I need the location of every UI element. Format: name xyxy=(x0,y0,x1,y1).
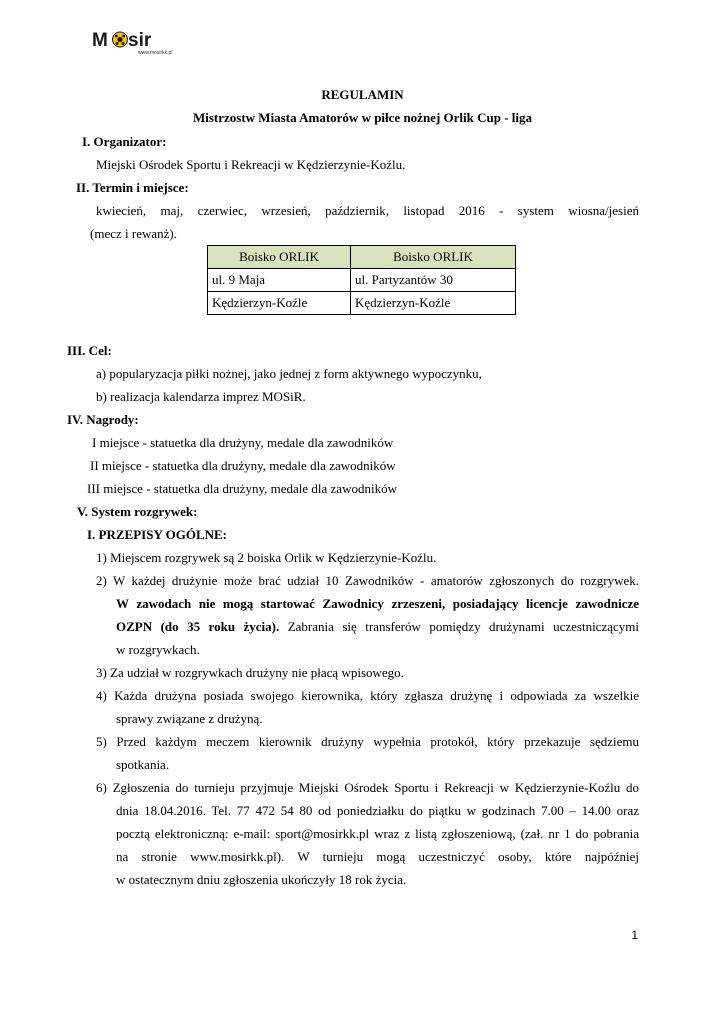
date-line: kwiecień, maj, czerwiec, wrzesień, październik, listopad 2016 - system wiosna/jesień xyxy=(96,203,639,218)
section-system-heading: V. System rozgrywek: xyxy=(77,504,198,519)
rule-6-line-5: w ostatecznym dniu zgłoszenia ukończyły 18 rok życia. xyxy=(116,872,407,887)
logo-url: www.mosirkk.pl xyxy=(138,50,173,56)
rule-6-line-3: pocztą elektroniczną: e-mail: sport@mosirkk.pl wraz z listą zgłoszeniową, (zał. nr 1 do pobrania xyxy=(116,826,639,841)
venue-header-2: Boisko ORLIK xyxy=(351,246,516,269)
rule-2-line-4: w rozgrywkach. xyxy=(116,642,200,657)
section-prizes-heading: IV. Nagrody: xyxy=(67,412,139,427)
prize-1: I miejsce - statuetka dla drużyny, medale dla zawodników xyxy=(92,435,394,450)
mosir-logo xyxy=(92,26,188,56)
table-row xyxy=(208,292,516,315)
venue-cell: ul. 9 Maja xyxy=(208,269,351,292)
venue-cell: Kędzierzyn-Koźle xyxy=(208,292,351,315)
rule-4-line-2: sprawy związane z drużyną. xyxy=(116,711,263,726)
mosir-logo-graphic xyxy=(92,26,188,56)
venue-cell: ul. Partyzantów 30 xyxy=(351,269,516,292)
rule-2-line-2: W zawodach nie mogą startować Zawodnicy zrzeszeni, posiadający licencje zawodnicze xyxy=(116,596,639,611)
section-organizer-heading: I. Organizator: xyxy=(82,134,167,149)
page-number: 1 xyxy=(631,928,638,942)
venue-table xyxy=(207,245,516,315)
goal-item-b: b) realizacja kalendarza imprez MOSiR. xyxy=(96,389,306,404)
section-date-place-heading: II. Termin i miejsce: xyxy=(76,180,189,195)
date-line-2: (mecz i rewanż). xyxy=(90,226,177,241)
logo-letters-sir: sir xyxy=(128,30,152,51)
rule-5-line-1: 5) Przed każdym meczem kierownik drużyny wypełnia protokół, który przekazuje sędziemu xyxy=(96,734,639,749)
rule-3: 3) Za udział w rozgrywkach drużyny nie płacą wpisowego. xyxy=(96,665,404,680)
rule-2-line-3 xyxy=(116,619,639,635)
rule-2-rest: Zabrania się transferów pomiędzy drużynami uczestniczącymi xyxy=(279,619,639,634)
rule-1: 1) Miejscem rozgrywek są 2 boiska Orlik w Kędzierzynie-Koźlu. xyxy=(96,550,437,565)
rule-5-line-2: spotkania. xyxy=(116,757,170,772)
rule-2-line-1: 2) W każdej drużynie może brać udział 10 Zawodników - amatorów zgłoszonych do rozgrywek. xyxy=(96,573,639,588)
section-goal-heading: III. Cel: xyxy=(67,343,112,358)
doc-title: REGULAMIN xyxy=(321,87,404,102)
goal-item-a: a) popularyzacja piłki nożnej, jako jednej z form aktywnego wypoczynku, xyxy=(96,366,482,381)
venue-table-header xyxy=(208,246,516,269)
rule-2-bold-part: OZPN (do 35 roku życia). xyxy=(116,619,280,634)
general-rules-heading: I. PRZEPISY OGÓLNE: xyxy=(87,527,228,542)
table-row xyxy=(208,269,516,292)
venue-cell: Kędzierzyn-Koźle xyxy=(351,292,516,315)
prize-3: III miejsce - statuetka dla drużyny, medale dla zawodników xyxy=(87,481,397,496)
venue-header-1: Boisko ORLIK xyxy=(208,246,351,269)
prize-2: II miejsce - statuetka dla drużyny, medale dla zawodników xyxy=(90,458,396,473)
organizer-text: Miejski Ośrodek Sportu i Rekreacji w Kędzierzynie-Koźlu. xyxy=(96,157,406,172)
rule-6-line-1: 6) Zgłoszenia do turnieju przyjmuje Miejski Ośrodek Sportu i Rekreacji w Kędzierzynie-Koźlu do xyxy=(96,780,639,795)
rule-6-line-2: dnia 18.04.2016. Tel. 77 472 54 80 od poniedziałku do piątku w godzinach 7.00 – 14.00 oraz xyxy=(116,803,639,818)
logo-letter-m: M xyxy=(92,30,108,51)
rule-4-line-1: 4) Każda drużyna posiada swojego kierownika, który zgłasza drużynę i odpowiada za wszelkie xyxy=(96,688,639,703)
doc-subtitle: Mistrzostw Miasta Amatorów w piłce nożnej Orlik Cup - liga xyxy=(192,110,533,125)
rule-6-line-4: na stronie www.mosirkk.pl). W turnieju mogą uczestniczyć osoby, które najpóźniej xyxy=(116,849,639,864)
